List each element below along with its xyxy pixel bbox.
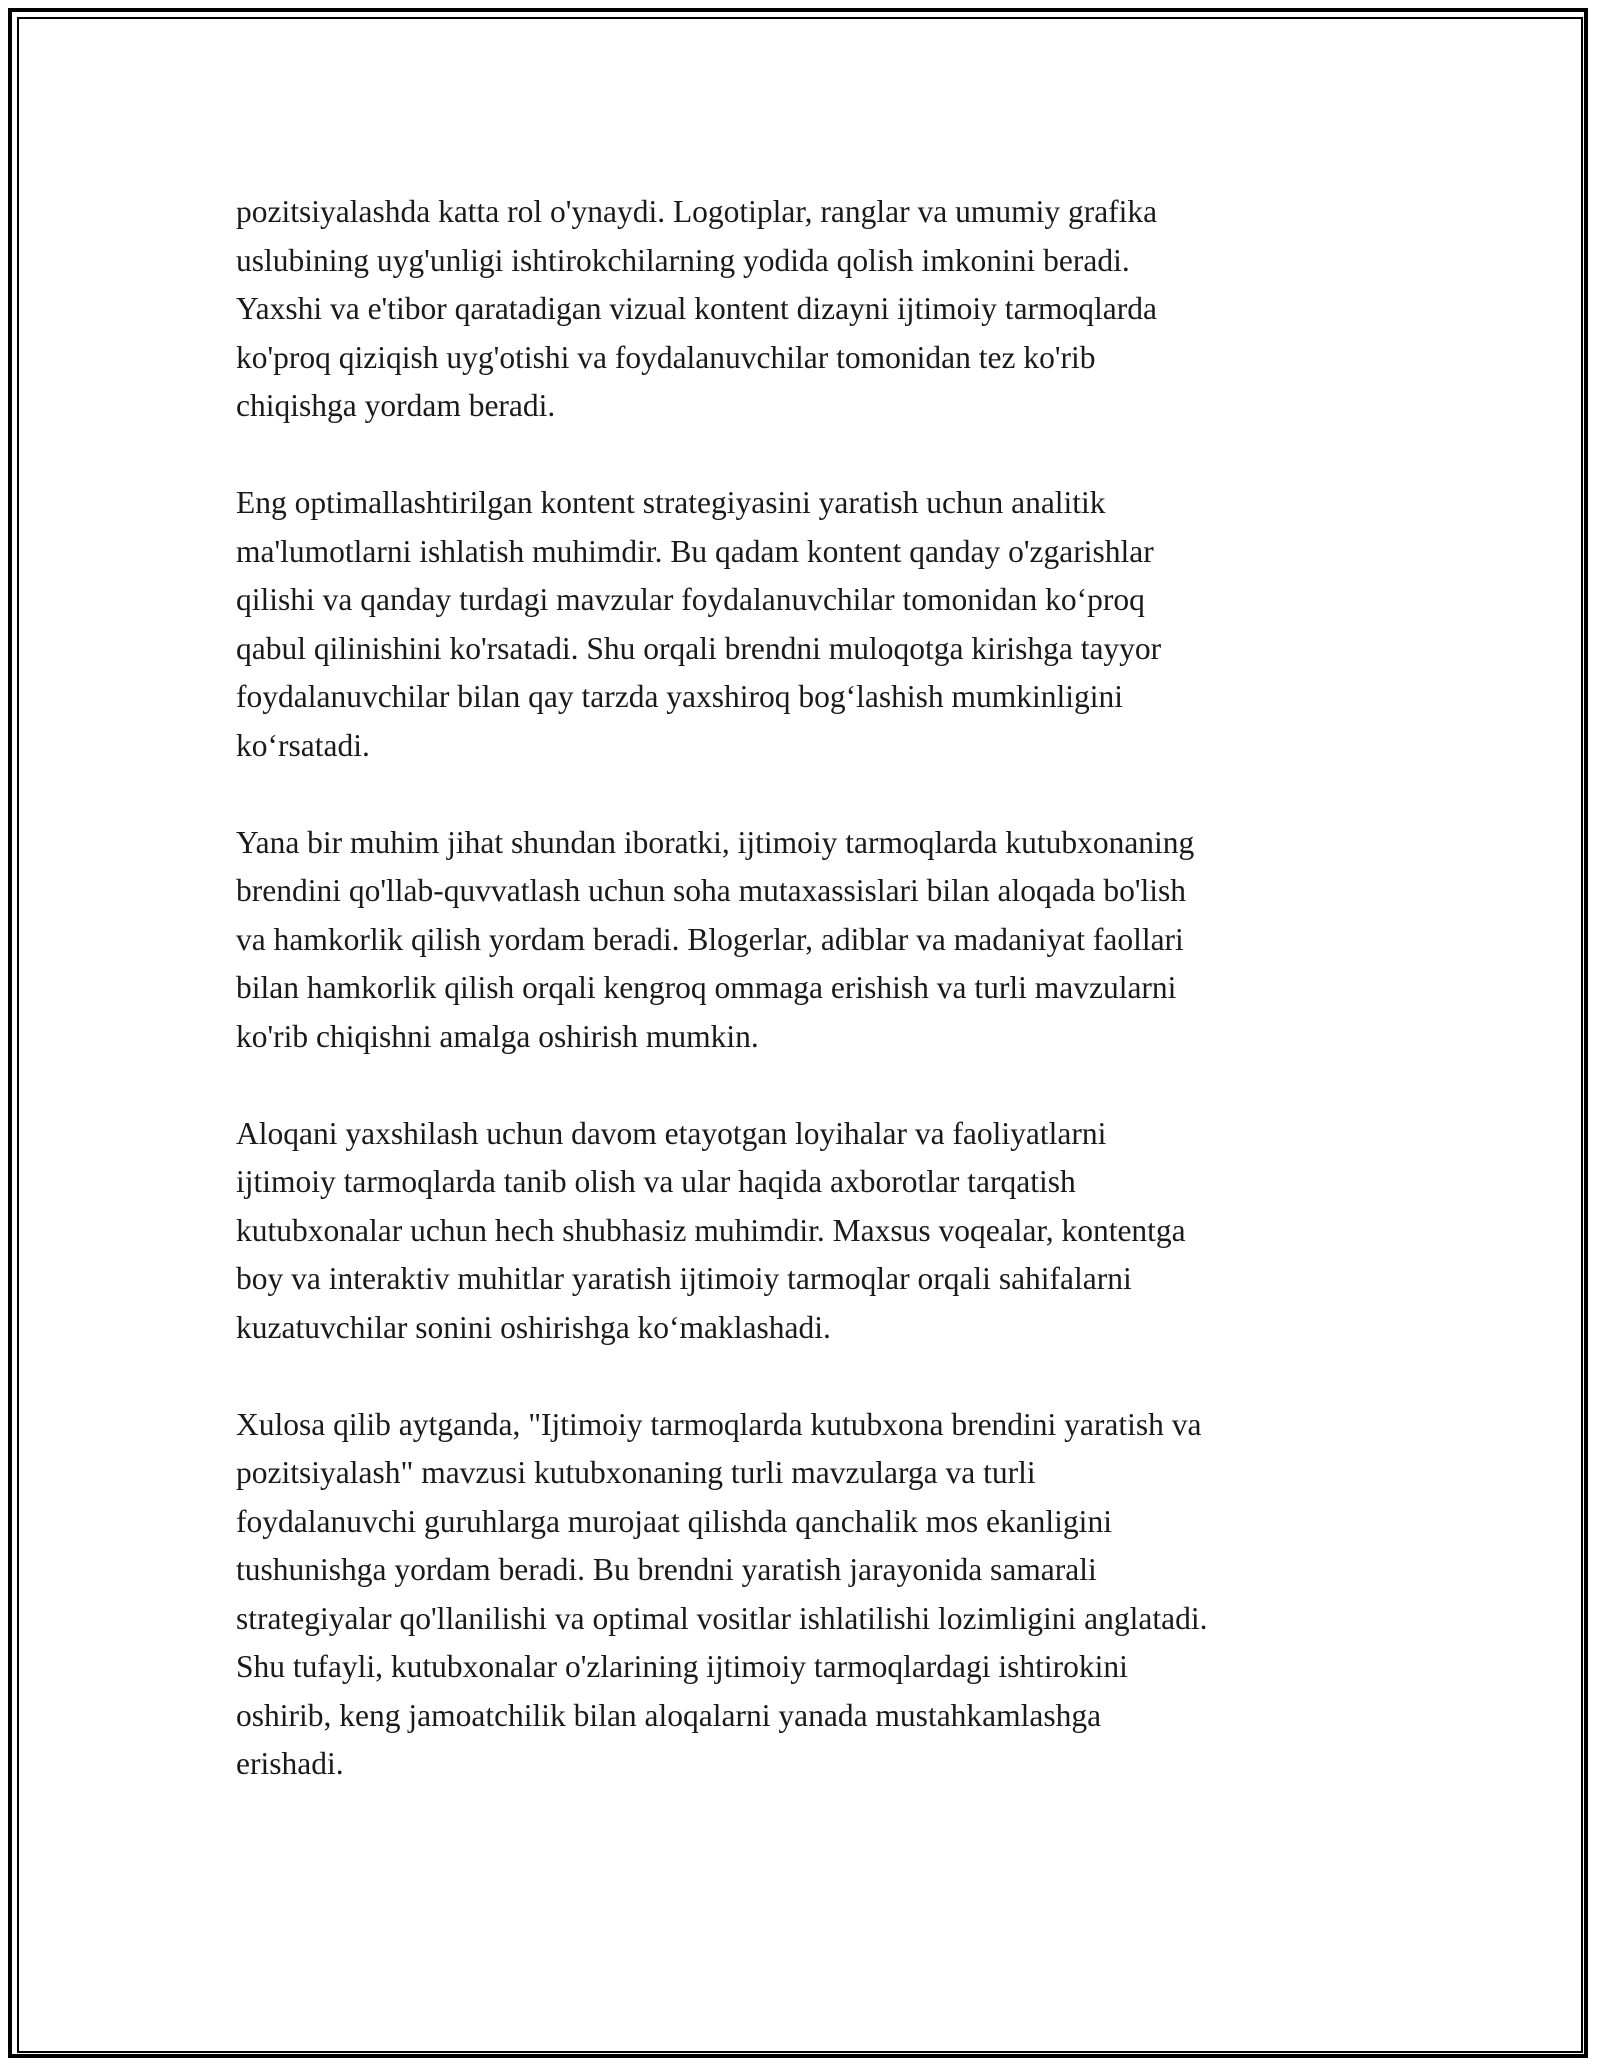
document-body xyxy=(236,188,1386,1837)
paragraph-branding-visuals: pozitsiyalashda katta rol o'ynaydi. Logotiplar, ranglar va umumiy grafika uslubining uyg'unligi ishtirokchilarning yodida qolish imkonini beradi. Yaxshi va e'tibor qaratadigan vizual kontent dizayni ijtimoiy tarmoqlarda ko'proq qiziqish uyg'otishi va foydalanuvchilar tomonidan tez ko'rib chiqishga yordam beradi. xyxy=(236,194,1158,423)
paragraph-projects-events: Aloqani yaxshilash uchun davom etayotgan loyihalar va faoliyatlarni ijtimoiy tarmoqlarda tanib olish va ular haqida axborotlar tarqatish kutubxonalar uchun hech shubhasiz muhimdir. Maxsus voqealar, kontentga boy va interaktiv muhitlar yaratish ijtimoiy tarmoqlar orqali sahifalarni kuzatuvchilar sonini oshirishga ko‘maklashadi. xyxy=(236,1115,1186,1345)
paragraph-conclusion: Xulosa qilib aytganda, "Ijtimoiy tarmoqlarda kutubxona brendini yaratish va pozitsiyalash" mavzusi kutubxonaning turli mavzularga va turli foydalanuvchi guruhlarga murojaat qilishda qanchalik mos ekanligini tushunishga yordam beradi. Bu brendni yaratish jarayonida samarali strategiyalar qo'llanilishi va optimal vositlar ishlatilishi lozimligini anglatadi. Shu tufayli, kutubxonalar o'zlarining ijtimoiy tarmoqlardagi ishtirokini oshirib, keng jamoatchilik bilan aloqalarni yanada mustahkamlashga erishadi. xyxy=(236,1406,1208,1781)
paragraph-collaboration: Yana bir muhim jihat shundan iboratki, ijtimoiy tarmoqlarda kutubxonaning brendini qo'llab-quvvatlash uchun soha mutaxassislari bilan aloqada bo'lish va hamkorlik qilish yordam beradi. Blogerlar, adiblar va madaniyat faollari bilan hamkorlik qilish orqali kengroq ommaga erishish va turli mavzularni ko'rib chiqishni amalga oshirish mumkin. xyxy=(236,824,1195,1054)
paragraph-analytics-strategy: Eng optimallashtirilgan kontent strategiyasini yaratish uchun analitik ma'lumotlarni ishlatish muhimdir. Bu qadam kontent qanday o'zgarishlar qilishi va qanday turdagi mavzular foydalanuvchilar tomonidan ko‘proq qabul qilinishini ko'rsatadi. Shu orqali brendni muloqotga kirishga tayyor foydalanuvchilar bilan qay tarzda yaxshiroq bog‘lashish mumkinligini ko‘rsatadi. xyxy=(236,485,1162,763)
